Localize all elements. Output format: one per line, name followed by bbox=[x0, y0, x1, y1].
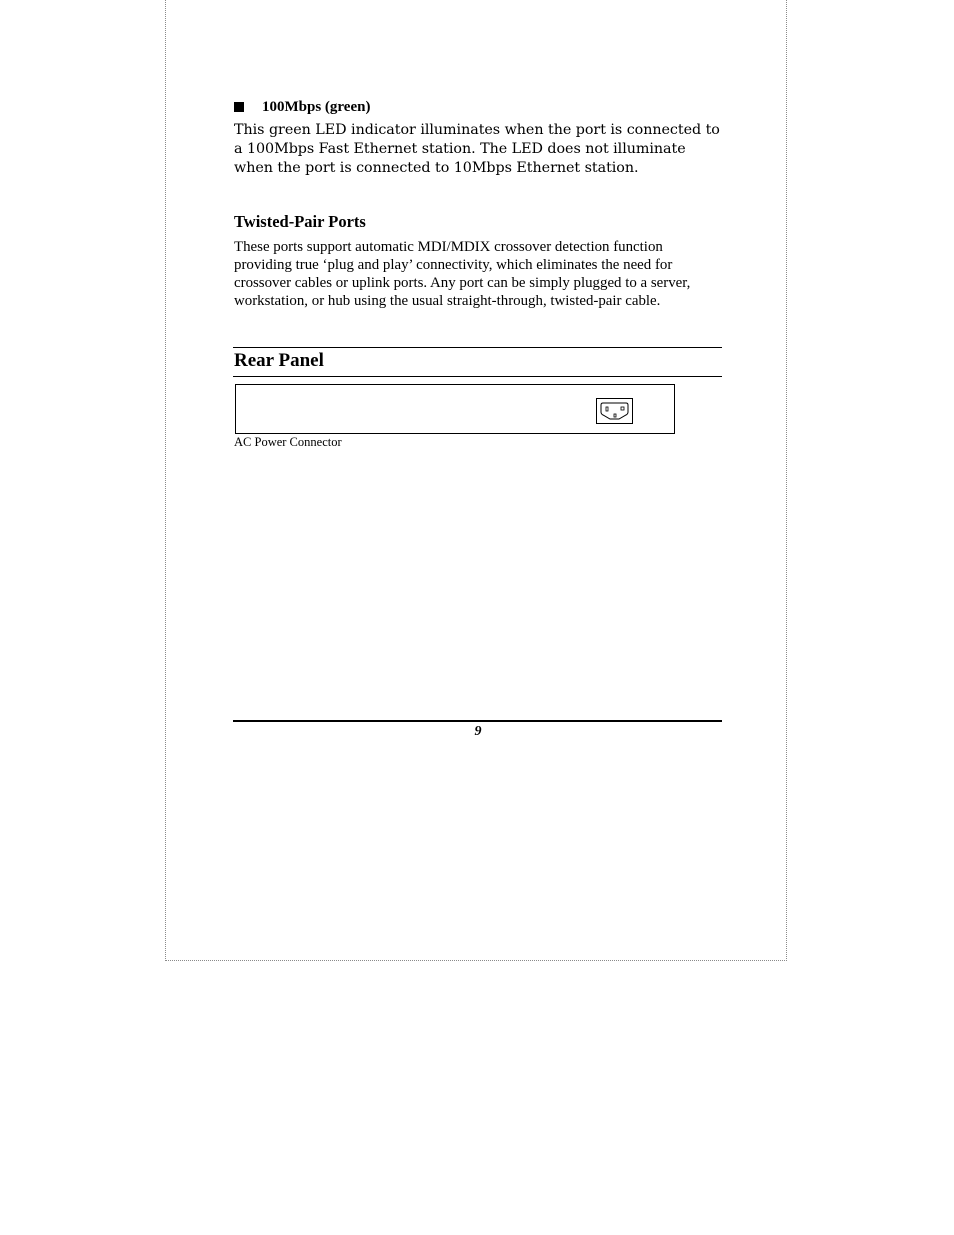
square-bullet-icon bbox=[234, 102, 244, 112]
ac-power-connector-caption: AC Power Connector bbox=[234, 435, 342, 449]
footer-rule bbox=[233, 720, 722, 722]
ac-power-socket-icon bbox=[596, 398, 633, 424]
led-description-paragraph: This green LED indicator illuminates when the port is connected to a 100Mbps Fast Ethernet station. The LED does not illuminate when the port is connected to 10Mbps Ethernet station. bbox=[234, 122, 720, 176]
page-number: 9 bbox=[474, 724, 482, 739]
led-bullet-heading: 100Mbps (green) bbox=[262, 98, 371, 115]
rear-panel-top-rule bbox=[233, 347, 722, 348]
rear-panel-heading: Rear Panel bbox=[234, 350, 324, 371]
twisted-pair-heading: Twisted-Pair Ports bbox=[234, 212, 366, 231]
rear-panel-bottom-rule bbox=[233, 376, 722, 377]
twisted-pair-paragraph: These ports support automatic MDI/MDIX crossover detection function providing true ‘plug and play’ connectivity, which eliminates the need for crossover cables or uplink ports. Any port can be simply plugged to a server, workstation, or hub using the usual straight-through, twisted-pair cable. bbox=[234, 239, 691, 309]
led-bullet-item bbox=[234, 97, 370, 117]
